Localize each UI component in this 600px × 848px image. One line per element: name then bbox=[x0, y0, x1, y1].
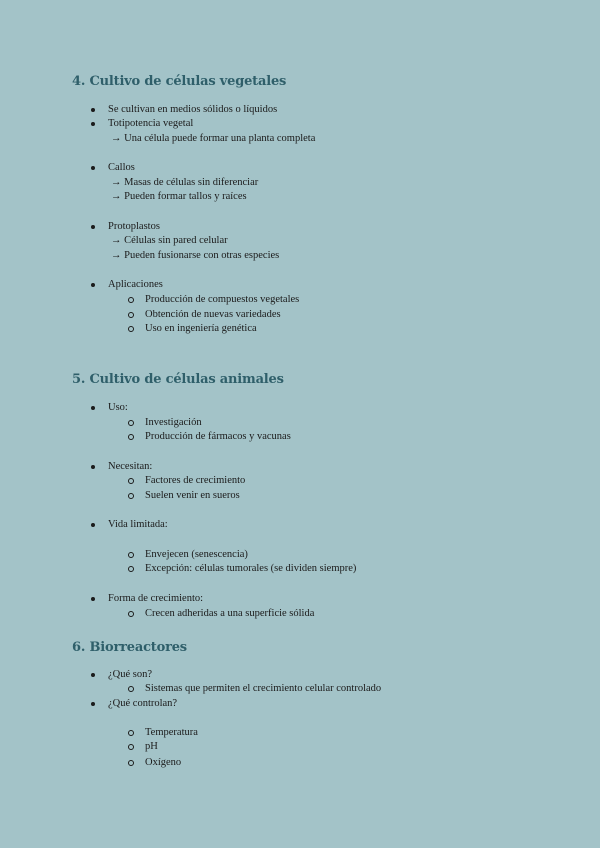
list-item: Totipotencia vegetal bbox=[108, 118, 194, 129]
list-subitem: → Pueden fusionarse con otras especies bbox=[111, 250, 280, 261]
list-subitem: Oxígeno bbox=[145, 757, 182, 768]
list-item: Se cultivan en medios sólidos o líquidos bbox=[108, 104, 278, 115]
list-subitem: → Pueden formar tallos y raíces bbox=[111, 191, 247, 202]
list-subitem: → Masas de células sin diferenciar bbox=[111, 177, 259, 188]
list-subitem: Temperatura bbox=[145, 727, 198, 738]
list-subitem: → Una célula puede formar una planta completa bbox=[111, 133, 316, 144]
list-subitem: Uso en ingeniería genética bbox=[145, 323, 257, 334]
section-6-heading: 6. Biorreactores bbox=[72, 640, 187, 655]
list-subitem: Factores de crecimiento bbox=[145, 475, 246, 486]
section-4-heading: 4. Cultivo de células vegetales bbox=[72, 74, 287, 89]
list-subitem: pH bbox=[145, 741, 158, 752]
list-item: Callos bbox=[108, 162, 135, 173]
section-5-heading: 5. Cultivo de células animales bbox=[72, 372, 284, 387]
list-subitem: Crecen adheridas a una superficie sólida bbox=[145, 608, 315, 619]
list-subitem: Investigación bbox=[145, 417, 202, 428]
list-item: Protoplastos bbox=[108, 221, 160, 232]
list-subitem: → Células sin pared celular bbox=[111, 235, 228, 246]
list-subitem: Sistemas que permiten el crecimiento celular controlado bbox=[145, 683, 382, 694]
list-subitem: Envejecen (senescencia) bbox=[145, 549, 248, 560]
list-subitem: Obtención de nuevas variedades bbox=[145, 309, 281, 320]
list-subitem: Suelen venir en sueros bbox=[145, 490, 240, 501]
list-item: Aplicaciones bbox=[108, 279, 163, 290]
list-item: ¿Qué controlan? bbox=[108, 698, 178, 709]
list-subitem: Producción de fármacos y vacunas bbox=[145, 431, 291, 442]
list-subitem: Producción de compuestos vegetales bbox=[145, 294, 300, 305]
list-item: Forma de crecimiento: bbox=[108, 593, 204, 604]
list-item: Necesitan: bbox=[108, 461, 153, 472]
list-subitem: Excepción: células tumorales (se dividen siempre) bbox=[145, 563, 357, 574]
list-item: ¿Qué son? bbox=[108, 669, 153, 680]
list-item: Uso: bbox=[108, 402, 128, 413]
list-item: Vida limitada: bbox=[108, 519, 168, 530]
